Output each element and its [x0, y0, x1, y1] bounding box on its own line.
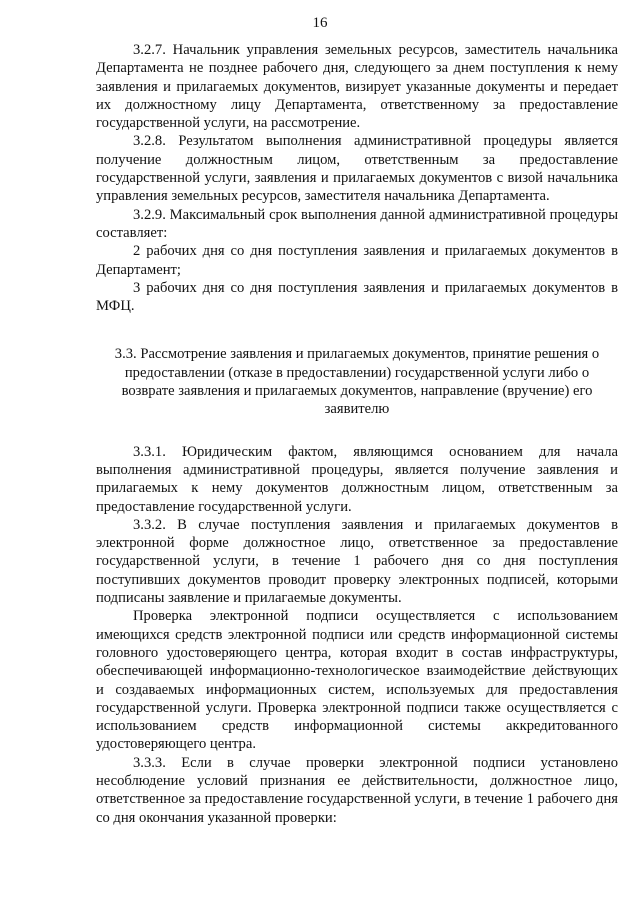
section-heading-3-3: 3.3. Рассмотрение заявления и прилагаемых документов, принятие решения о предоставлении (отказе в предоставлении) государственной услуги либо о возврате заявления и прилагаемых документов, направление (вручение) его заявителю — [114, 346, 600, 418]
paragraph-3-3-1: 3.3.1. Юридическим фактом, являющимся основанием для начала выполнения административной процедуры, является получение заявления и прилагаемых к нему документов должностным лицом, ответственным за предоставление государственной услуги. — [96, 443, 618, 515]
paragraph-deadline-department: 2 рабочих дня со дня поступления заявления и прилагаемых документов в Департамент; — [96, 243, 618, 278]
paragraph-3-3-3: 3.3.3. Если в случае проверки электронной подписи установлено несоблюдение условий признания ее действительности, должностное лицо, ответственное за предоставление государственной услуги, в течение 1 рабочего дня со дня окончания указанной проверки: — [96, 754, 618, 826]
paragraph-3-3-2: 3.3.2. В случае поступления заявления и прилагаемых документов в электронной форме должностное лицо, ответственное за предоставление государственной услуги, в течение 1 рабочего дня со дня поступления поступивших документов проводит проверку электронных подписей, которыми подписаны заявление и прилагаемые документы. — [96, 516, 618, 607]
page-number: 16 — [312, 15, 328, 31]
paragraph-3-2-8: 3.2.8. Результатом выполнения административной процедуры является получение должностным лицом, ответственным за предоставление государственной услуги, заявления и прилагаемых документов с визой начальника управления земельных ресурсов, заместителя начальника Департамента. — [96, 133, 618, 205]
paragraph-3-2-7: 3.2.7. Начальник управления земельных ресурсов, заместитель начальника Департамента не позднее рабочего дня, следующего за днем поступления к нему заявления и прилагаемых документов, визирует указанные документы и передает их должностному лицу Департамента, ответственному за предоставление государственной услуги, на рассмотрение. — [96, 42, 618, 132]
paragraph-deadline-mfc: 3 рабочих дня со дня поступления заявления и прилагаемых документов в МФЦ. — [96, 279, 618, 315]
document-body — [96, 41, 618, 827]
paragraph-3-2-9: 3.2.9. Максимальный срок выполнения данной административной процедуры составляет: — [96, 206, 618, 241]
paragraph-signature-check: Проверка электронной подписи осуществляется с использованием имеющихся средств электронной подписи или средств информационной системы головного удостоверяющего центра, которая входит в состав инфраструктуры, обеспечивающей информационно-технологическое взаимодействие действующих и создаваемых информационных систем, используемых для предоставления государственной услуги. Проверка электронной подписи также осуществляется с использованием средств информационной системы аккредитованного удостоверяющего центра. — [96, 608, 618, 753]
